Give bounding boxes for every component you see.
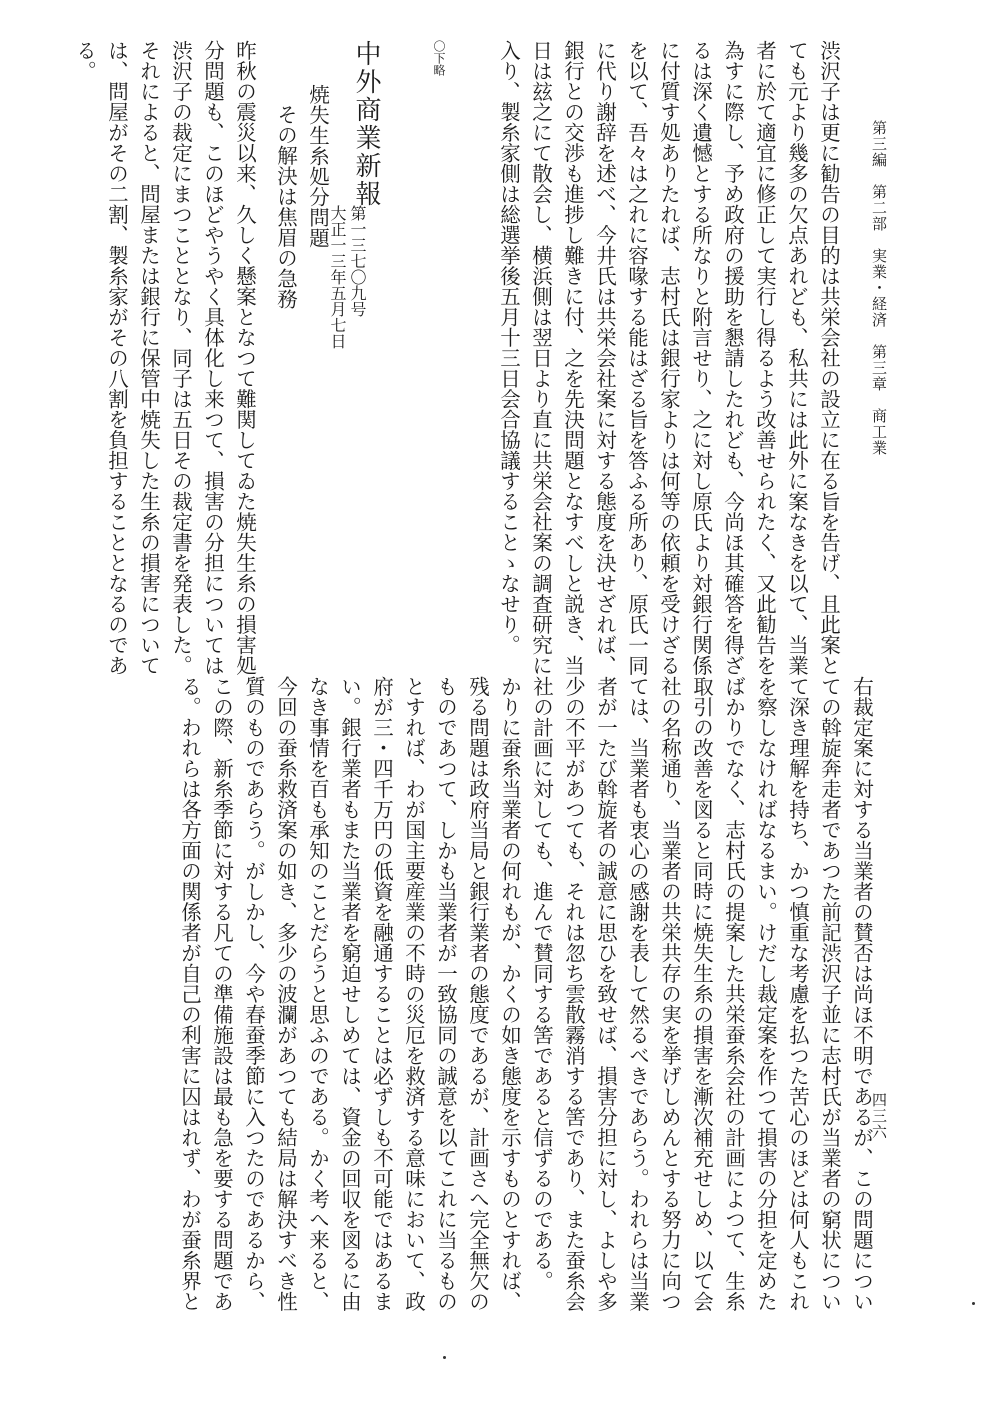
- upper-line: ても元より幾多の欠点あれども、私共には此外に案なきを以て、当業: [784, 40, 809, 676]
- lower-line: 者が一たび斡旋者の誠意に思ひを致せば、損害分担に対し、よしや多: [593, 676, 618, 1312]
- upper-line: 為すに際し、予め政府の援助を懇請したれども、今尚ほ其確答を得ざ: [720, 40, 745, 676]
- lower-line: なき事情を百も承知のことだらうと思ふのである。かく考へ来ると、: [305, 676, 330, 1312]
- upper-line: に付質す処ありたれば、志村氏は銀行家よりは何等の依頼を受けざる: [656, 40, 681, 676]
- lower-line: ばかりでなく、志村氏の提案した共栄蚕糸会社の計画によつて、生糸: [721, 676, 746, 1312]
- article-subheadline: その解決は焦眉の急務: [273, 104, 298, 309]
- scan-speck: [972, 1302, 975, 1305]
- scan-speck: [443, 1356, 446, 1359]
- lower-line: る。われらは各方面の関係者が自己の利害に囚はれず、わが蚕糸界と: [177, 676, 202, 1312]
- article-line: 分問題も、このほどやうやく具体化し来つて、損害の分担については: [200, 40, 225, 676]
- lower-line: 今回の蚕糸救済案の如き、多少の波瀾があつても結局は解決すべき性: [273, 676, 298, 1312]
- issue-date: 大正一三年五月七日: [328, 205, 347, 349]
- upper-line: を以て、吾々は之れに容喙する能はざる旨を答ふる所あり、原氏一同: [624, 40, 649, 676]
- lower-line: を察しなければなるまい。けだし裁定案を作つて損害の分担を定めた: [753, 676, 778, 1312]
- upper-line: 入り、製糸家側は総選挙後五月十三日会合協議することゝなせり。: [496, 40, 521, 655]
- lower-line: ものであつて、しかも当業者が一致協同の誠意を以てこれに当るもの: [433, 676, 458, 1312]
- article-line: は、問屋がその二割、製糸家がその八割を負担することとなるのであ: [104, 40, 129, 676]
- upper-line: るは深く遺憾とする所なりと附言せり、之に対し原氏より対銀行関係: [688, 40, 713, 676]
- upper-line: 銀行との交渉も進捗し難きに付、之を先決問題となすべしと説き、当: [560, 40, 585, 676]
- lower-line: ての斡旋奔走者であつた前記渋沢子並に志村氏が当業者の窮状につい: [817, 676, 842, 1312]
- lower-line: とすれば、わが国主要産業の不時の災厄を救済する意味において、政: [401, 676, 426, 1312]
- lower-line: 府が三・四千万円の低資を融通することは必ずしも不可能ではあるま: [369, 676, 394, 1312]
- lower-line: この際、新糸季節に対する凡ての準備施設は最も急を要する問題であ: [209, 676, 234, 1312]
- running-header: 第三編 第二部 実業・経済 第三章 商工業: [870, 120, 888, 456]
- upper-line: 渋沢子は更に勧告の目的は共栄会社の設立に在る旨を告げ、且此案と: [816, 40, 841, 676]
- lower-line: 社の名称通り、当業者の共栄共存の実を挙げしめんとする努力に向つ: [657, 676, 682, 1312]
- upper-line: に代り謝辞を述べ、今井氏は共栄会社案に対する態度を決せざれば、: [592, 40, 617, 676]
- lower-line: 少の不平があつても、それは忽ち雲散霧消する筈であり、また蚕糸会: [561, 676, 586, 1312]
- omission-note: 〇下略: [432, 40, 446, 76]
- article-line: それによると、問屋または銀行に保管中焼失した生糸の損害について: [136, 40, 161, 676]
- upper-line: 者に於て適宜に修正して実行し得るよう改善せられたく、又此勧告を: [752, 40, 777, 676]
- newspaper-title: 中外商業新報: [351, 40, 381, 208]
- lower-line: い。銀行業者もまた当業者を窮迫せしめては、資金の回収を図るに由: [337, 676, 362, 1312]
- issue-number: 第一三七〇九号: [348, 205, 367, 317]
- upper-line: 日は玆之にて散会し、横浜側は翌日より直に共栄会社案の調査研究に: [528, 40, 553, 676]
- article-line: る。: [72, 40, 97, 81]
- article-line: 渋沢子の裁定にまつこととなり、同子は五日その裁定書を発表した。: [168, 40, 193, 676]
- lower-line: ては、当業者も衷心の感謝を表して然るべきであらう。われらは当業: [625, 676, 650, 1312]
- lower-line: かりに蚕糸当業者の何れもが、かくの如き態度を示すものとすれば、: [497, 676, 522, 1312]
- lower-line: 取引の改善を図ると同時に焼失生糸の損害を漸次補充せしめ、以て会: [689, 676, 714, 1312]
- lower-line: 右裁定案に対する当業者の賛否は尚ほ不明であるが、この問題につい: [849, 676, 874, 1312]
- article-line: 昨秋の震災以来、久しく懸案となつて難関してゐた焼失生糸の損害処: [232, 40, 257, 676]
- lower-line: 質のものであらう。がしかし、今や春蚕季節に入つたのであるから、: [241, 676, 266, 1312]
- lower-line: 社の計画に対しても、進んで賛同する筈であると信ずるのである。: [529, 676, 554, 1291]
- page-number: 四三六: [870, 1092, 888, 1140]
- article-headline: 焼失生糸処分問題: [305, 84, 330, 248]
- lower-line: 残る問題は政府当局と銀行業者の態度であるが、計画さへ完全無欠の: [465, 676, 490, 1312]
- lower-line: て深き理解を持ち、かつ慎重な考慮を払つた苦心のほどは何人もこれ: [785, 676, 810, 1312]
